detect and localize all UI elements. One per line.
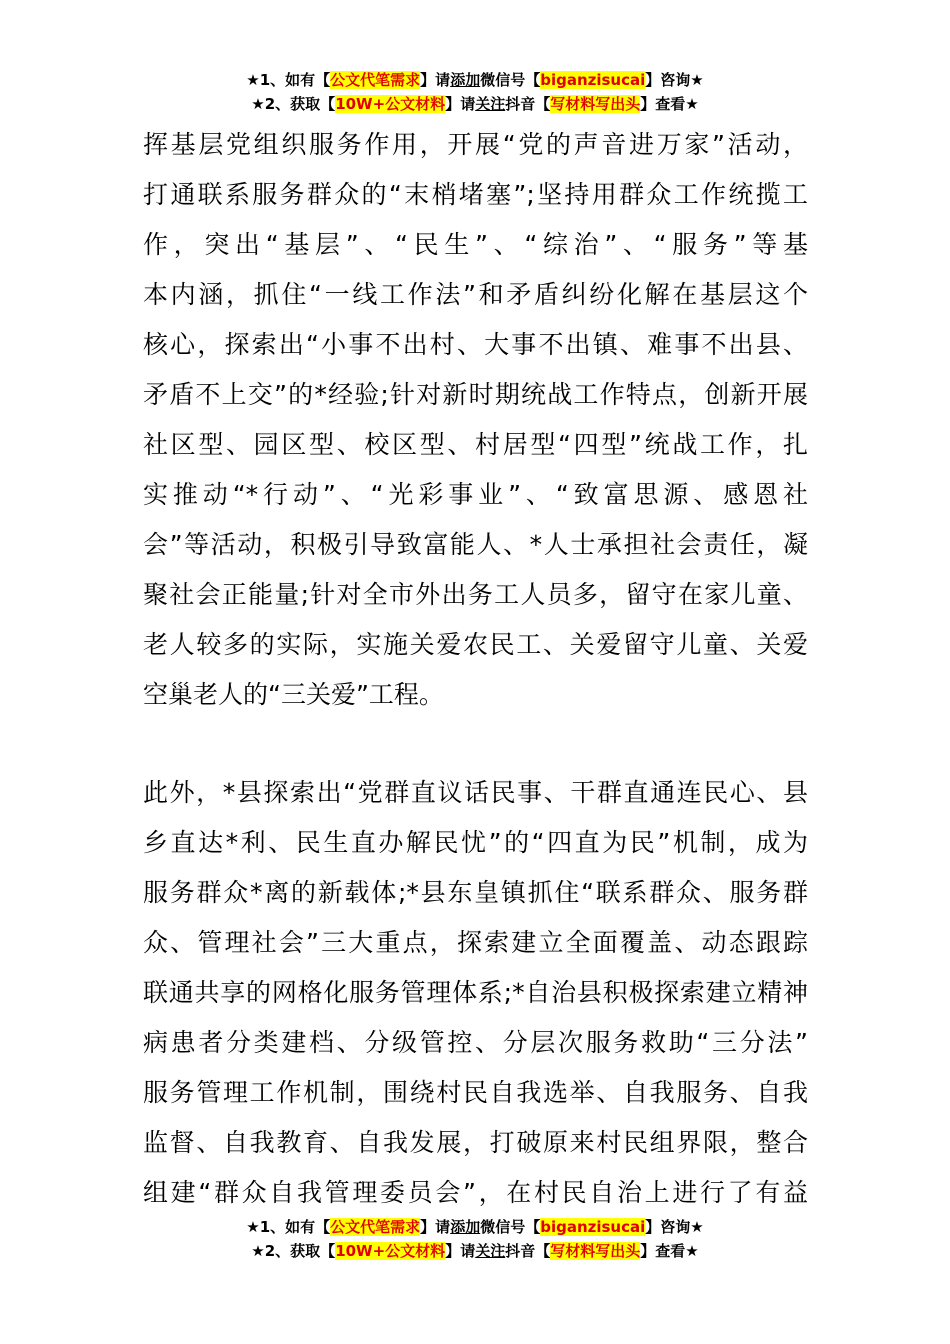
banner-text: ★1、如有【: [246, 71, 331, 89]
banner-line-2: [0, 92, 950, 116]
banner-highlight-materials: 10W+公文材料: [335, 95, 446, 113]
banner-underline-add: 添加: [450, 71, 481, 89]
banner-underline-follow: 关注: [475, 1242, 506, 1260]
banner-highlight-service: 公文代笔需求: [330, 71, 421, 89]
banner-highlight-wechat: biganzisucai: [540, 71, 646, 89]
banner-highlight-douyin: 写材料写出头: [550, 95, 641, 113]
paragraph-2: [143, 768, 808, 1218]
banner-text: ★2、获取【: [251, 95, 336, 113]
text-line: 众、管理社会”三大重点，探索建立全面覆盖、动态跟踪: [143, 928, 808, 957]
text-line: 矛盾不上交”的*经验;针对新时期统战工作特点，创新开展: [143, 380, 808, 409]
footer-banner: [0, 1215, 950, 1263]
banner-text: 】请: [445, 95, 476, 113]
text-line: 乡直达*利、民生直办解民忧”的“四直为民”机制，成为: [143, 828, 808, 857]
banner-highlight-service: 公文代笔需求: [330, 1218, 421, 1236]
banner-text: 微信号【: [480, 1218, 541, 1236]
banner-text: 抖音【: [505, 1242, 551, 1260]
text-line: 核心，探索出“小事不出村、大事不出镇、难事不出县、: [143, 330, 808, 359]
banner-text: ★2、获取【: [251, 1242, 336, 1260]
banner-highlight-wechat: biganzisucai: [540, 1218, 646, 1236]
text-line: 实推动“*行动”、“光彩事业”、“致富思源、感恩社: [143, 480, 808, 509]
text-line: 空巢老人的“三关爱”工程。: [143, 680, 444, 709]
banner-underline-follow: 关注: [475, 95, 506, 113]
text-line: 病患者分类建档、分级管控、分层次服务救助“三分法”: [143, 1028, 808, 1057]
banner-line-1: [0, 68, 950, 92]
banner-text: 】咨询★: [645, 71, 704, 89]
text-line: 服务管理工作机制，围绕村民自我选举、自我服务、自我: [143, 1078, 808, 1107]
text-line: 服务群众*离的新载体;*县东皇镇抓住“联系群众、服务群: [143, 878, 808, 907]
text-line: 挥基层党组织服务作用，开展“党的声音进万家”活动，: [143, 130, 808, 159]
text-line: 会”等活动，积极引导致富能人、*人士承担社会责任，凝: [143, 530, 808, 559]
text-line: 老人较多的实际，实施关爱农民工、关爱留守儿童、关爱: [143, 630, 808, 659]
banner-text: 】查看★: [640, 95, 699, 113]
banner-text: 】请: [445, 1242, 476, 1260]
banner-highlight-douyin: 写材料写出头: [550, 1242, 641, 1260]
header-banner: [0, 68, 950, 116]
text-line: 社区型、园区型、校区型、村居型“四型”统战工作，扎: [143, 430, 808, 459]
paragraph-1: [143, 120, 808, 720]
banner-text: 】请: [420, 1218, 451, 1236]
text-line: 本内涵，抓住“一线工作法”和矛盾纠纷化解在基层这个: [143, 280, 808, 309]
text-line: 聚社会正能量;针对全市外出务工人员多，留守在家儿童、: [143, 580, 808, 609]
banner-text: ★1、如有【: [246, 1218, 331, 1236]
banner-text: 】查看★: [640, 1242, 699, 1260]
banner-text: 微信号【: [480, 71, 541, 89]
text-line: 作，突出“基层”、“民生”、“综治”、“服务”等基: [143, 230, 808, 259]
text-line: 组建“群众自我管理委员会”，在村民自治上进行了有益: [143, 1178, 808, 1207]
banner-underline-add: 添加: [450, 1218, 481, 1236]
text-line: 监督、自我教育、自我发展，打破原来村民组界限，整合: [143, 1128, 808, 1157]
text-line: 联通共享的网格化服务管理体系;*自治县积极探索建立精神: [143, 978, 808, 1007]
banner-text: 】咨询★: [645, 1218, 704, 1236]
banner-highlight-materials: 10W+公文材料: [335, 1242, 446, 1260]
banner-line-1: [0, 1215, 950, 1239]
banner-text: 】请: [420, 71, 451, 89]
banner-text: 抖音【: [505, 95, 551, 113]
text-line: 打通联系服务群众的“末梢堵塞”;坚持用群众工作统揽工: [143, 180, 808, 209]
banner-line-2: [0, 1239, 950, 1263]
text-line: 此外，*县探索出“党群直议话民事、干群直通连民心、县: [143, 778, 808, 807]
